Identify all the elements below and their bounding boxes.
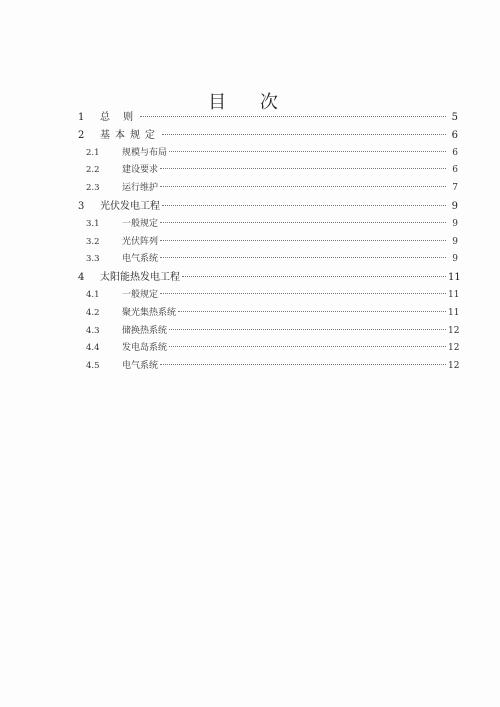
toc-entry-label: 聚光集热系统 — [122, 307, 177, 318]
toc-section-entry[interactable] — [78, 358, 458, 376]
toc-section-entry[interactable] — [78, 145, 458, 163]
toc-entry-label: 运行维护 — [122, 183, 159, 194]
toc-entry-number: 2.1 — [86, 147, 100, 158]
toc-entry-label: 太阳能热发电工程 — [100, 272, 180, 284]
toc-entry-number: 2.3 — [86, 183, 100, 194]
toc-section-entry[interactable] — [78, 162, 458, 180]
dot-leader — [169, 346, 446, 347]
toc-entry-number: 4.3 — [86, 325, 100, 336]
toc-entry-page-number: 6 — [452, 165, 458, 176]
dot-leader — [160, 293, 446, 294]
dot-leader — [160, 168, 446, 169]
toc-entry-label: 总 则 — [100, 112, 139, 123]
dot-leader — [160, 364, 446, 365]
toc-chapter-entry[interactable] — [78, 127, 458, 145]
toc-entry-label: 电气系统 — [122, 361, 159, 372]
dot-leader — [162, 134, 446, 135]
toc-entry-label: 电气系统 — [122, 254, 159, 265]
toc-entry-number: 3 — [78, 200, 85, 212]
toc-section-entry[interactable] — [78, 287, 458, 305]
dot-leader — [169, 151, 446, 152]
toc-section-entry[interactable] — [78, 323, 458, 341]
dot-leader — [178, 311, 446, 312]
dot-leader — [169, 329, 446, 330]
toc-entry-label: 规模与布局 — [122, 147, 168, 158]
toc-section-entry[interactable] — [78, 180, 458, 198]
toc-entry-number: 2.2 — [86, 165, 100, 176]
toc-section-entry[interactable] — [78, 234, 458, 252]
toc-entry-number: 3.2 — [86, 236, 100, 247]
toc-entry-label: 发电岛系统 — [122, 343, 168, 354]
toc-entry-number: 4.1 — [86, 289, 100, 300]
toc-entry-number: 4 — [78, 272, 85, 284]
toc-entry-label: 光伏阵列 — [122, 236, 159, 247]
toc-entry-page-number: 11 — [448, 307, 460, 318]
dot-leader — [140, 116, 446, 117]
toc-entry-page-number: 9 — [452, 254, 458, 265]
toc-entry-number: 4.2 — [86, 307, 100, 318]
dot-leader — [160, 186, 446, 187]
toc-chapter-entry[interactable] — [78, 269, 461, 287]
toc-chapter-entry[interactable] — [78, 198, 458, 216]
dot-leader — [162, 205, 446, 206]
toc-entry-page-number: 11 — [448, 272, 461, 284]
toc-entry-label: 储换热系统 — [122, 325, 168, 336]
page-title: 目 次 — [208, 92, 292, 113]
dot-leader — [160, 222, 446, 223]
toc-entry-label: 建设要求 — [122, 165, 159, 176]
toc-entry-page-number: 12 — [448, 325, 460, 336]
toc-entry-number: 2 — [78, 129, 85, 141]
dot-leader — [160, 240, 446, 241]
toc-section-entry[interactable] — [78, 340, 458, 358]
dot-leader — [182, 276, 446, 277]
toc-entry-page-number: 11 — [448, 289, 460, 300]
toc-entry-page-number: 9 — [451, 200, 458, 212]
toc-entry-page-number: 12 — [448, 361, 460, 372]
toc-entry-label: 基本规定 — [100, 129, 160, 141]
toc-chapter-entry[interactable] — [78, 109, 458, 127]
toc-entry-page-number: 12 — [448, 343, 460, 354]
toc-entry-label: 光伏发电工程 — [100, 200, 160, 212]
toc-entry-page-number: 9 — [452, 218, 458, 229]
toc-entry-label: 一般规定 — [122, 218, 159, 229]
toc-entry-page-number: 5 — [451, 112, 458, 123]
toc-entry-number: 4.4 — [86, 343, 100, 354]
dot-leader — [160, 257, 446, 258]
toc-section-entry[interactable] — [78, 305, 458, 323]
toc-entry-number: 3.3 — [86, 254, 100, 265]
table-of-contents — [78, 109, 461, 376]
toc-section-entry[interactable] — [78, 216, 458, 234]
toc-entry-number: 1 — [78, 112, 85, 123]
toc-entry-page-number: 7 — [452, 183, 458, 194]
toc-entry-page-number: 6 — [451, 129, 458, 141]
toc-entry-number: 4.5 — [86, 361, 100, 372]
toc-entry-page-number: 9 — [452, 236, 458, 247]
toc-section-entry[interactable] — [78, 251, 458, 269]
toc-entry-page-number: 6 — [452, 147, 458, 158]
toc-entry-number: 3.1 — [86, 218, 100, 229]
toc-entry-label: 一般规定 — [122, 289, 159, 300]
